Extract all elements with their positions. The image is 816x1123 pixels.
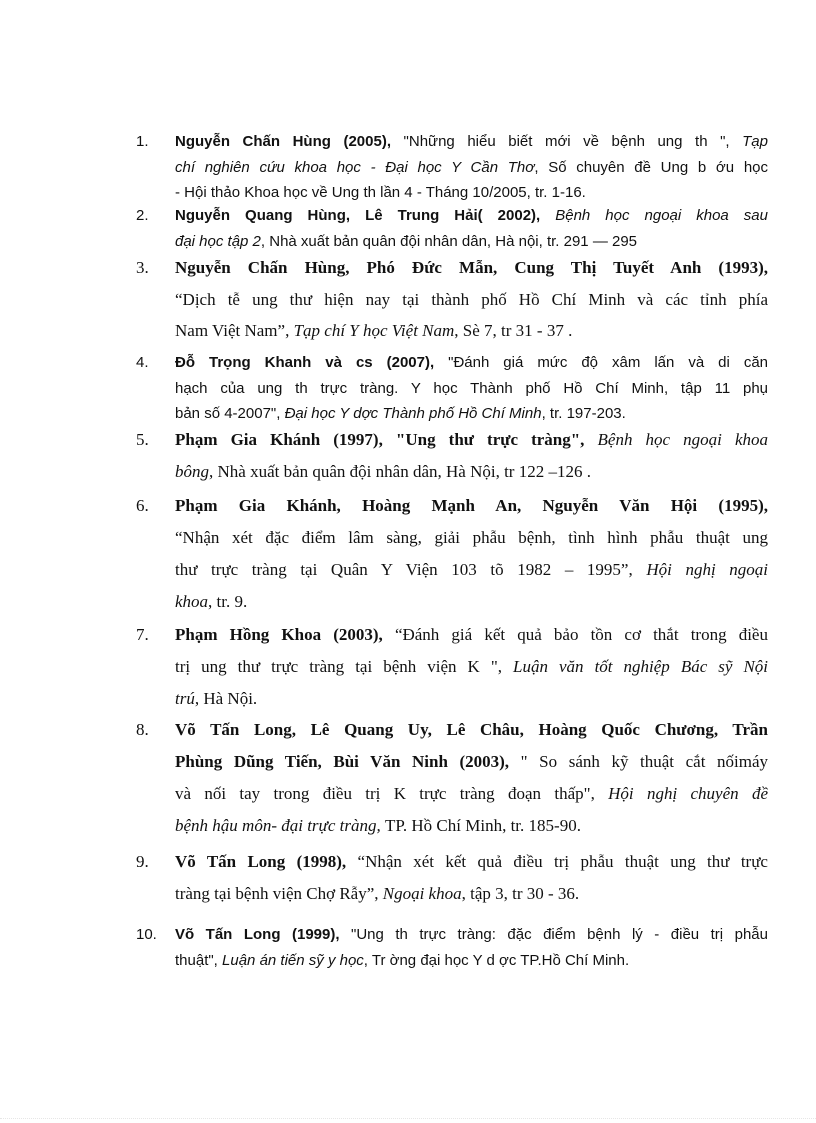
reference-source: Luận văn tốt nghiệp Bác sỹ Nội — [513, 657, 769, 676]
reference-number: 10. — [136, 926, 157, 943]
reference-line — [175, 133, 768, 150]
reference-authors: Nguyễn Chấn Hùng (2005), — [175, 133, 404, 150]
reference-line — [175, 952, 629, 969]
reference-authors: Phùng Dũng Tiến, Bùi Văn Ninh (2003), — [175, 752, 521, 771]
reference-source: khoa — [175, 592, 209, 611]
reference-title: "Ung th trực tràng: đặc điểm bệnh lý - điều trị phẫu — [351, 926, 768, 943]
reference-line — [175, 207, 768, 224]
reference-title: , Sè 7, tr 31 - 37 . — [454, 321, 573, 340]
reference-number: 9. — [136, 852, 149, 871]
reference-line — [175, 625, 768, 645]
reference-source: Bệnh học ngoại khoa sau — [555, 207, 768, 224]
reference-number: 3. — [136, 258, 149, 277]
reference-number: 2. — [136, 207, 149, 224]
reference-line — [175, 321, 572, 341]
reference-line — [175, 926, 768, 943]
reference-source: Tạp chí Y học Việt Nam — [293, 321, 455, 340]
reference-line — [175, 380, 768, 397]
reference-line — [175, 560, 768, 580]
reference-line — [175, 592, 247, 612]
reference-source: Hội nghị chuyên đề — [608, 784, 768, 803]
reference-title: và nối tay trong điều trị K trực tràng đoạn thấp", — [175, 784, 609, 803]
reference-authors: Võ Tấn Long, Lê Quang Uy, Lê Châu, Hoàng Quốc Chương, Trần — [175, 720, 768, 739]
reference-title: , Tr ờng đại học Y d ợc TP.Hồ Chí Minh. — [363, 951, 630, 969]
reference-authors: Nguyễn Chấn Hùng, Phó Đức Mẫn, Cung Thị Tuyết Anh (1993), — [175, 258, 768, 277]
reference-line — [175, 720, 768, 740]
reference-authors: Nguyễn Quang Hùng, Lê Trung Hải( 2002), — [175, 207, 556, 224]
reference-authors: Võ Tấn Long (1998), — [175, 852, 358, 871]
reference-title: bản số 4-2007", — [175, 405, 285, 422]
reference-line — [175, 290, 768, 310]
reference-line — [175, 689, 257, 709]
reference-line — [175, 462, 591, 482]
reference-source: Tạp — [742, 133, 768, 150]
reference-title: - Hội thảo Khoa học về Ung th lần 4 - Tháng 10/2005, tr. 1-16. — [175, 184, 586, 201]
reference-source: Luận án tiến sỹ y học — [222, 951, 364, 969]
reference-line — [175, 816, 581, 836]
reference-title: "Những hiểu biết mới về bệnh ung th ", — [403, 133, 743, 150]
reference-title: , Số chuyên đề Ung b ớu học — [534, 158, 768, 176]
reference-source: trú — [175, 689, 195, 708]
reference-title: , tr. 9. — [208, 592, 248, 611]
reference-title: Nam Việt Nam”, — [175, 321, 294, 340]
reference-source: Bệnh học ngoại khoa — [597, 430, 768, 449]
reference-line — [175, 784, 768, 804]
reference-title: thuật", — [175, 951, 223, 969]
reference-source: Hội nghị ngoại — [646, 560, 768, 579]
reference-title: , tập 3, tr 30 - 36. — [461, 884, 580, 903]
reference-title: “Nhận xét đặc điểm lâm sàng, giải phẫu bệnh, tình hình phẫu thuật ung — [175, 528, 768, 547]
reference-source: Ngoại khoa — [382, 884, 462, 903]
reference-source: Đại học Y dợc Thành phố Hồ Chí Minh — [284, 405, 542, 422]
reference-line — [175, 354, 768, 371]
reference-source: chí nghiên cứu khoa học - Đại học Y Cần Thơ — [175, 158, 535, 176]
reference-authors: Phạm Hồng Khoa (2003), — [175, 625, 395, 644]
reference-line — [175, 258, 768, 278]
reference-line — [175, 752, 768, 772]
reference-title: , tr. 197-203. — [541, 405, 626, 422]
reference-number: 5. — [136, 430, 149, 449]
reference-line — [175, 884, 579, 904]
reference-source: đại học tập 2 — [175, 232, 261, 250]
reference-line — [175, 528, 768, 548]
reference-line — [175, 405, 626, 422]
reference-line — [175, 852, 768, 872]
reference-line — [175, 184, 586, 201]
reference-line — [175, 430, 768, 450]
reference-source: bệnh hậu môn- đại trực tràng, — [175, 816, 385, 835]
reference-line — [175, 159, 768, 176]
reference-title: “Đánh giá kết quả bảo tồn cơ thắt trong điều — [394, 625, 768, 644]
reference-line — [175, 496, 768, 516]
reference-title: hạch của ung th trực tràng. Y học Thành phố Hồ Chí Minh, tập 11 phụ — [175, 379, 768, 397]
reference-authors: Võ Tấn Long (1999), — [175, 926, 351, 943]
reference-title: "Đánh giá mức độ xâm lấn và di căn — [448, 354, 769, 371]
reference-authors: Phạm Gia Khánh, Hoàng Mạnh An, Nguyễn Văn Hội (1995), — [175, 496, 768, 515]
reference-number: 7. — [136, 625, 149, 644]
reference-number: 6. — [136, 496, 149, 515]
reference-title: “Dịch tễ ung thư hiện nay tại thành phố Hồ Chí Minh và các tỉnh phía — [175, 289, 768, 309]
reference-title: " So sánh kỹ thuật cắt nốimáy — [520, 752, 768, 771]
reference-source: bông — [175, 462, 209, 481]
reference-line — [175, 233, 637, 250]
reference-number: 8. — [136, 720, 149, 739]
reference-number: 4. — [136, 354, 149, 371]
reference-title: trị ung thư trực tràng tại bệnh viện K ", — [175, 657, 514, 676]
reference-title: , Nhà xuất bản quân đội nhân dân, Hà Nội, tr 122 –126 . — [209, 462, 591, 481]
reference-title: “Nhận xét kết quả điều trị phẫu thuật ung thư trực — [357, 852, 768, 871]
page-bottom-divider — [0, 1118, 816, 1119]
reference-authors: Phạm Gia Khánh (1997), "Ung thư trực tràng", — [175, 430, 598, 449]
reference-authors: Đỗ Trọng Khanh và cs (2007), — [175, 354, 449, 371]
reference-title: TP. Hồ Chí Minh, tr. 185-90. — [384, 816, 581, 835]
reference-title: , Hà Nội. — [194, 689, 258, 708]
reference-line — [175, 657, 768, 677]
reference-number: 1. — [136, 133, 149, 150]
reference-title: , Nhà xuất bản quân đội nhân dân, Hà nội, tr. 291 — 295 — [260, 232, 638, 250]
reference-title: thư trực tràng tại Quân Y Viện 103 tõ 1982 – 1995”, — [175, 560, 647, 579]
reference-title: tràng tại bệnh viện Chợ Rẫy”, — [175, 884, 383, 903]
